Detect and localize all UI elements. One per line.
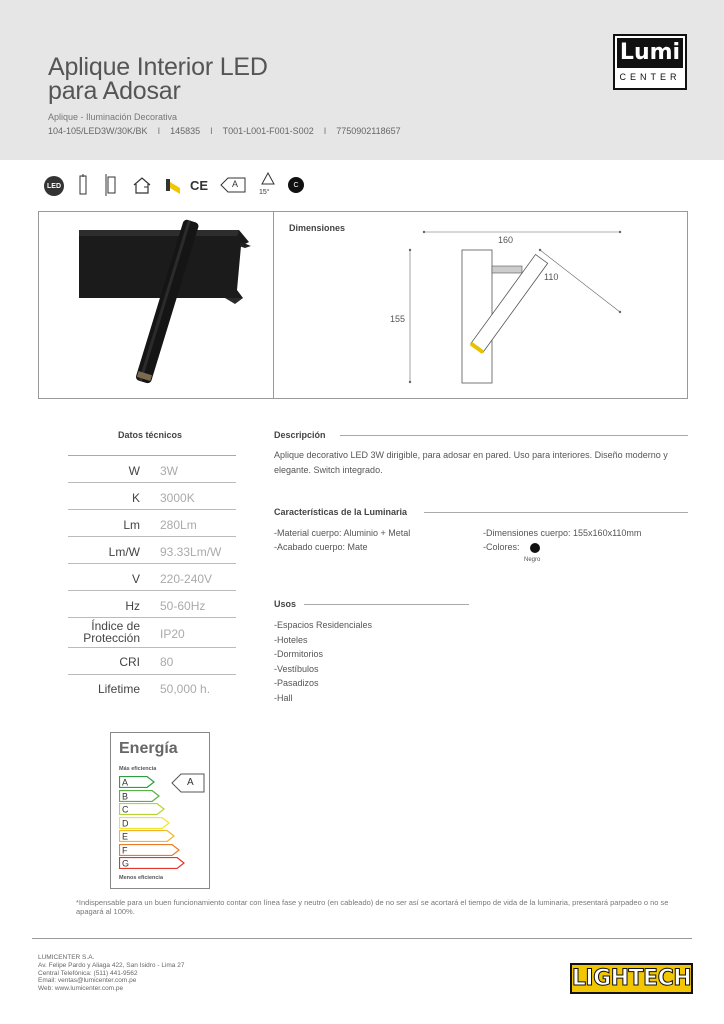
spec-value: 3000K <box>160 491 195 505</box>
spec-label: Lm <box>123 518 140 532</box>
directional-light-icon <box>164 176 184 196</box>
char-dimensions: -Dimensiones cuerpo: 155x160x110mm <box>483 528 642 538</box>
energy-title: Energía <box>119 740 178 757</box>
spec-value: 80 <box>160 655 174 669</box>
spec-value: IP20 <box>160 627 185 641</box>
separator: I <box>210 126 213 136</box>
spec-label: Lifetime <box>97 682 140 696</box>
indoor-use-icon <box>132 175 154 195</box>
subtitle: Aplique - Iluminación Decorativa <box>48 112 178 122</box>
spec-row <box>68 537 236 564</box>
energy-rating-letter: A <box>187 777 194 788</box>
spec-label <box>83 620 140 644</box>
footer-web[interactable]: Web: www.lumicenter.com.pe <box>38 985 124 993</box>
energy-bar-b <box>119 790 160 802</box>
description-text <box>274 448 694 478</box>
beam-angle-label: 15° <box>259 189 270 196</box>
char-colors: -Colores: <box>483 542 520 552</box>
use-item: -Espacios Residenciales <box>274 620 373 630</box>
sku-code: 145835 <box>170 126 201 136</box>
lumicenter-logo <box>613 34 687 90</box>
spec-value: 220-240V <box>160 572 213 586</box>
energy-more-efficiency: Más eficiencia <box>119 766 157 772</box>
footnote: *Indispensable para un buen funcionamiento contar con línea fase y neutro (en cableado) de no ser así se acortará el tiempo de vida de la luminaria, presentará parpadeo o no se apagará al 100%. <box>76 898 669 916</box>
use-item: -Pasadizos <box>274 678 319 689</box>
energy-bar-letter: E <box>122 831 129 842</box>
energy-bar-d <box>119 817 170 829</box>
footer-contact <box>38 954 184 993</box>
energy-bar-c <box>119 803 165 815</box>
description-rule <box>340 435 688 436</box>
energy-less-efficiency: Menos eficiencia <box>119 875 164 881</box>
spec-label: Lm/W <box>108 545 140 559</box>
use-item: -Dormitorios <box>274 649 324 660</box>
spec-label: CRI <box>119 655 140 669</box>
lightech-logo-text: LIGHTECH <box>571 966 692 991</box>
char-finish: -Acabado cuerpo: Mate <box>274 542 368 552</box>
specs-title: Datos técnicos <box>118 430 183 440</box>
product-photo <box>39 212 273 398</box>
description-line-2: elegante. Switch integrado. <box>274 465 383 475</box>
product-codes <box>48 126 401 136</box>
spec-row <box>68 591 236 618</box>
spec-row <box>68 675 236 701</box>
energy-class-label: A <box>232 179 239 189</box>
separator: I <box>323 126 327 136</box>
use-item: -Hall <box>274 692 293 703</box>
wall-mount-icon <box>78 174 88 196</box>
energy-bar-letter: C <box>122 804 129 815</box>
footer-address: Av. Felipe Pardo y Aliaga 422, San Isidro - Lima 27 <box>38 961 185 969</box>
separator: I <box>157 126 161 136</box>
energy-bar-e <box>119 830 175 842</box>
energy-rating-arrow <box>171 773 205 798</box>
led-icon <box>44 176 64 196</box>
spec-row <box>68 456 236 483</box>
page-title <box>48 55 268 103</box>
spec-value: 280Lm <box>160 518 197 532</box>
use-item: -Hoteles <box>274 634 308 645</box>
uses-title: Usos <box>274 599 297 609</box>
energy-bar-f <box>119 844 180 856</box>
footer-phone: Central Telefónica: (511) 441-9562 <box>38 969 138 977</box>
uses-list <box>274 618 372 706</box>
energy-bar-letter: D <box>122 818 129 828</box>
surface-mount-icon <box>104 174 118 196</box>
dim-height-label: 155 <box>390 314 406 324</box>
title-line-2: para Adosar <box>48 77 181 105</box>
energy-bar-letter: F <box>122 845 128 855</box>
spec-value: 50,000 h. <box>160 682 211 696</box>
spec-row <box>68 510 236 537</box>
char-material: -Material cuerpo: Aluminio + Metal <box>274 528 411 538</box>
ce-mark-icon <box>190 178 208 193</box>
footer-rule <box>32 938 692 939</box>
energy-bar-letter: A <box>122 777 129 788</box>
header-band <box>0 0 724 160</box>
energy-class-icon <box>220 177 246 193</box>
description-line-1: Aplique decorativo LED 3W dirigible, para adosar en pared. Uso para interiores. Diseño moderno y <box>274 450 668 460</box>
color-badge-icon <box>288 177 304 193</box>
logo-top-text: Lumi <box>617 38 683 68</box>
ce-mark-label: CE <box>190 178 209 193</box>
energy-label <box>110 732 210 889</box>
energy-bar-g <box>119 857 185 869</box>
color-swatch-label: Negro <box>524 557 541 563</box>
color-swatch-black <box>530 543 540 553</box>
internal-code: T001-L001-F001-S002 <box>222 126 314 136</box>
spec-label: W <box>128 464 140 478</box>
spec-value: 50-60Hz <box>160 599 206 613</box>
beam-angle-icon <box>256 172 280 200</box>
dim-arm-label: 110 <box>544 272 559 282</box>
energy-bar-a <box>119 776 155 788</box>
spec-label-line1: Índice de <box>91 619 140 633</box>
energy-bar-letter: B <box>122 791 129 801</box>
dimensions-title: Dimensiones <box>289 223 346 233</box>
certification-icons <box>44 172 344 200</box>
product-code: 104-105/LED3W/30K/BK <box>48 126 148 136</box>
characteristics-title: Características de la Luminaria <box>274 507 408 517</box>
led-icon-label: LED <box>47 182 61 190</box>
spec-value: 3W <box>160 464 178 478</box>
lightech-logo <box>570 963 693 994</box>
title-line-1: Aplique Interior LED <box>48 53 268 81</box>
logo-bottom-text: CENTER <box>619 72 681 82</box>
spec-label: Hz <box>125 599 140 613</box>
color-badge-label: C <box>293 181 299 189</box>
dim-width-label: 160 <box>498 235 514 245</box>
characteristics-rule <box>424 512 688 513</box>
dimension-drawing <box>274 212 689 398</box>
spec-row <box>68 618 236 648</box>
spec-label: V <box>131 572 140 586</box>
uses-rule <box>304 604 469 605</box>
ean-code: 7750902118657 <box>336 126 401 136</box>
spec-row <box>68 564 236 591</box>
description-title: Descripción <box>274 430 326 440</box>
spec-label: K <box>131 491 140 505</box>
use-item: -Vestíbulos <box>274 663 319 674</box>
footer-company: LUMICENTER S.A. <box>38 954 95 961</box>
energy-bar-letter: G <box>122 858 130 869</box>
product-box <box>38 211 688 399</box>
footer-email[interactable]: Email: ventas@lumicenter.com.pe <box>38 977 137 985</box>
spec-value: 93.33Lm/W <box>160 545 222 559</box>
spec-row <box>68 483 236 510</box>
spec-row <box>68 648 236 675</box>
spec-label-line2: Protección <box>83 631 140 645</box>
